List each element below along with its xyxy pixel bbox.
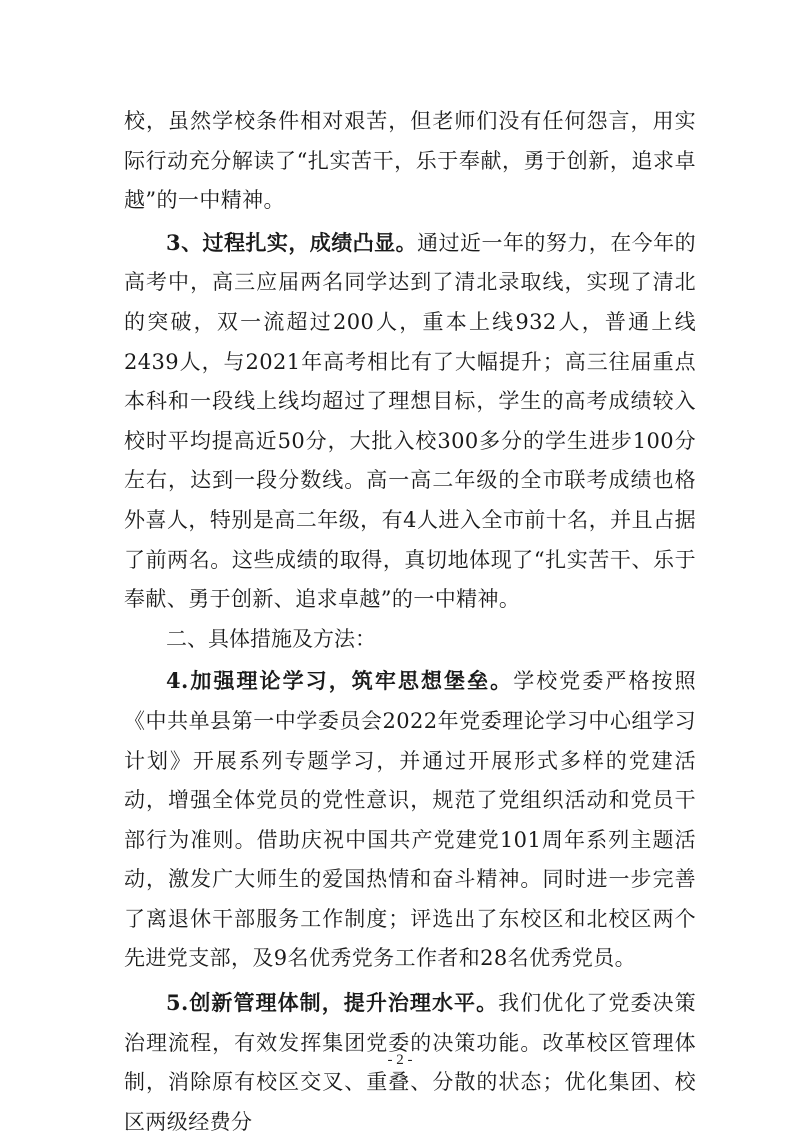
paragraph-theory-study	[124, 661, 696, 979]
paragraph-text: 我们优化了党委决策治理流程，有效发挥集团党委的决策功能。改革校区管理体制，消除原有校区交叉、重叠、分散的状态；优化集团、校区两级经费分	[124, 991, 696, 1134]
paragraph-lead: 4.加强理论学习，筑牢思想堡垒。	[166, 668, 514, 694]
paragraph-text: 学校党委严格按照《中共单县第一中学委员会2022年党委理论学习中心组学习计划》开展系列专题学习，并通过开展形式多样的党建活动，增强全体党员的党性意识，规范了党组织活动和党员干部行为准则。借助庆祝中国共产党建党101周年系列主题活动，激发广大师生的爱国热情和奋斗精神。同时进一步完善了离退休干部服务工作制度；评选出了东校区和北校区两个先进党支部，及9名优秀党务工作者和28名优秀党员。	[124, 669, 696, 971]
section-heading: 二、具体措施及方法：	[166, 626, 376, 651]
page-number: - 2 -	[387, 1052, 413, 1068]
paragraph-lead: 5.创新管理体制，提升治理水平。	[166, 990, 499, 1016]
paragraph-text: 通过近一年的努力，在今年的高考中，高三应届两名同学达到了清北录取线，实现了清北的突破，双一流超过200人，重本上线932人，普通上线2439人，与2021年高考相比有了大幅提升；高三往届重点本科和一段线上线均超过了理想目标，学生的高考成绩较入校时平均提高近50分，大批入校300多分的学生进步100分左右，达到一段分数线。高一高二年级的全市联考成绩也格外喜人，特别是高二年级，有4人进入全市前十名，并且占据了前两名。这些成绩的取得，真切地体现了“扎实苦干、乐于奉献、勇于创新、追求卓越”的一中精神。	[124, 230, 696, 612]
paragraph-lead: 3、过程扎实，成绩凸显。	[166, 229, 418, 255]
paragraph-text: 校，虽然学校条件相对艰苦，但老师们没有任何怨言，用实际行动充分解读了“扎实苦干，乐于奉献，勇于创新，追求卓越”的一中精神。	[124, 109, 696, 213]
paragraph-results	[124, 223, 696, 620]
document-body	[124, 102, 696, 1142]
paragraph-continuation	[124, 102, 696, 221]
